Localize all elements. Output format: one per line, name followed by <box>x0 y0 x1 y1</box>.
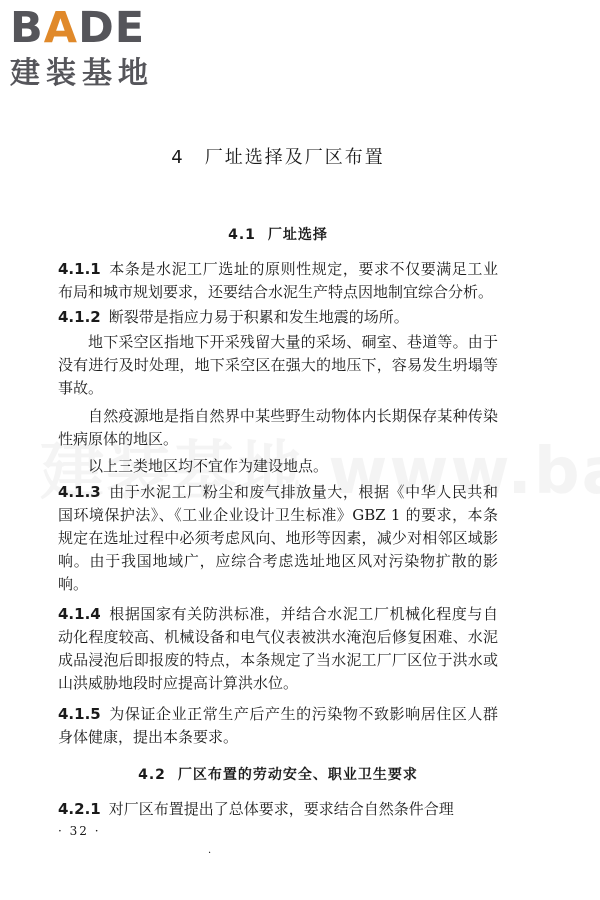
chapter-title: 4 厂址选择及厂区布置 <box>171 147 385 168</box>
paragraph-summary: 以上三类地区均不宜作为建设地点。 <box>88 457 329 475</box>
page-number: · 32 · <box>58 824 101 838</box>
clause-4-1-1 <box>58 258 498 304</box>
clause-number: 4.1.5 <box>58 705 101 723</box>
clause-4-1-4 <box>58 603 498 695</box>
clause-text: 本条是水泥工厂选址的原则性规定，要求不仅要满足工业布局和城市规划要求，还要结合水泥生产特点因地制宜综合分析。 <box>58 260 498 301</box>
clause-text: 断裂带是指应力易于积累和发生地震的场所。 <box>108 308 409 326</box>
logo-letters-prefix: B <box>10 3 44 53</box>
clause-text: 为保证企业正常生产后产生的污染物不致影响居住区人群身体健康，提出本条要求。 <box>58 705 498 746</box>
clause-number: 4.2.1 <box>58 800 101 818</box>
clause-number: 4.1.3 <box>58 483 101 501</box>
logo-chinese-text: 建装基地 <box>10 56 154 91</box>
clause-number: 4.1.1 <box>58 260 101 278</box>
logo-letters-suffix: DE <box>78 3 146 53</box>
paragraph-natural-focus: 自然疫源地是指自然界中某些野生动物体内长期保存某种传染性病原体的地区。 <box>58 407 498 448</box>
section-title-text: 厂区布置的劳动安全、职业卫生要求 <box>177 767 418 783</box>
clause-4-1-5 <box>58 703 498 749</box>
logo-letter-accent: A <box>43 3 79 53</box>
section-title-text: 厂址选择 <box>267 227 328 243</box>
section-heading-4-2 <box>58 764 498 784</box>
clause-text: 根据国家有关防洪标准，并结合水泥工厂机械化程度与自动化程度较高、机械设备和电气仪表被洪水淹泡后修复困难、水泥成品浸泡后即报废的特点，本条规定了当水泥工厂厂区位于洪水或山洪威胁地段时应提高计算洪水位。 <box>58 605 498 692</box>
paragraph-mined-area: 地下采空区指地下开采残留大量的采场、硐室、巷道等。由于没有进行及时处理，地下采空区在强大的地压下，容易发生坍塌等事故。 <box>58 333 498 397</box>
clause-4-2-1 <box>58 798 498 821</box>
clause-4-1-3 <box>58 481 498 596</box>
clause-text: 由于水泥工厂粉尘和废气排放量大，根据《中华人民共和国环境保护法》、《工业企业设计卫生标准》GBZ 1 的要求，本条规定在选址过程中必须考虑风向、地形等因素，减少对相邻区域影响。由于我国地域广，应综合考虑选址地区风对污染物扩散的影响。 <box>58 483 498 593</box>
section-number: 4.1 <box>228 227 256 243</box>
section-number: 4.2 <box>138 767 166 783</box>
logo-wordmark <box>10 4 180 52</box>
clause-number: 4.1.2 <box>58 308 101 326</box>
section-heading-4-1 <box>58 224 498 244</box>
footer-mark: · <box>208 848 212 859</box>
clause-text: 对厂区布置提出了总体要求，要求结合自然条件合理 <box>108 800 454 818</box>
clause-4-1-2 <box>58 306 498 329</box>
bade-logo <box>10 4 180 94</box>
clause-number: 4.1.4 <box>58 605 101 623</box>
